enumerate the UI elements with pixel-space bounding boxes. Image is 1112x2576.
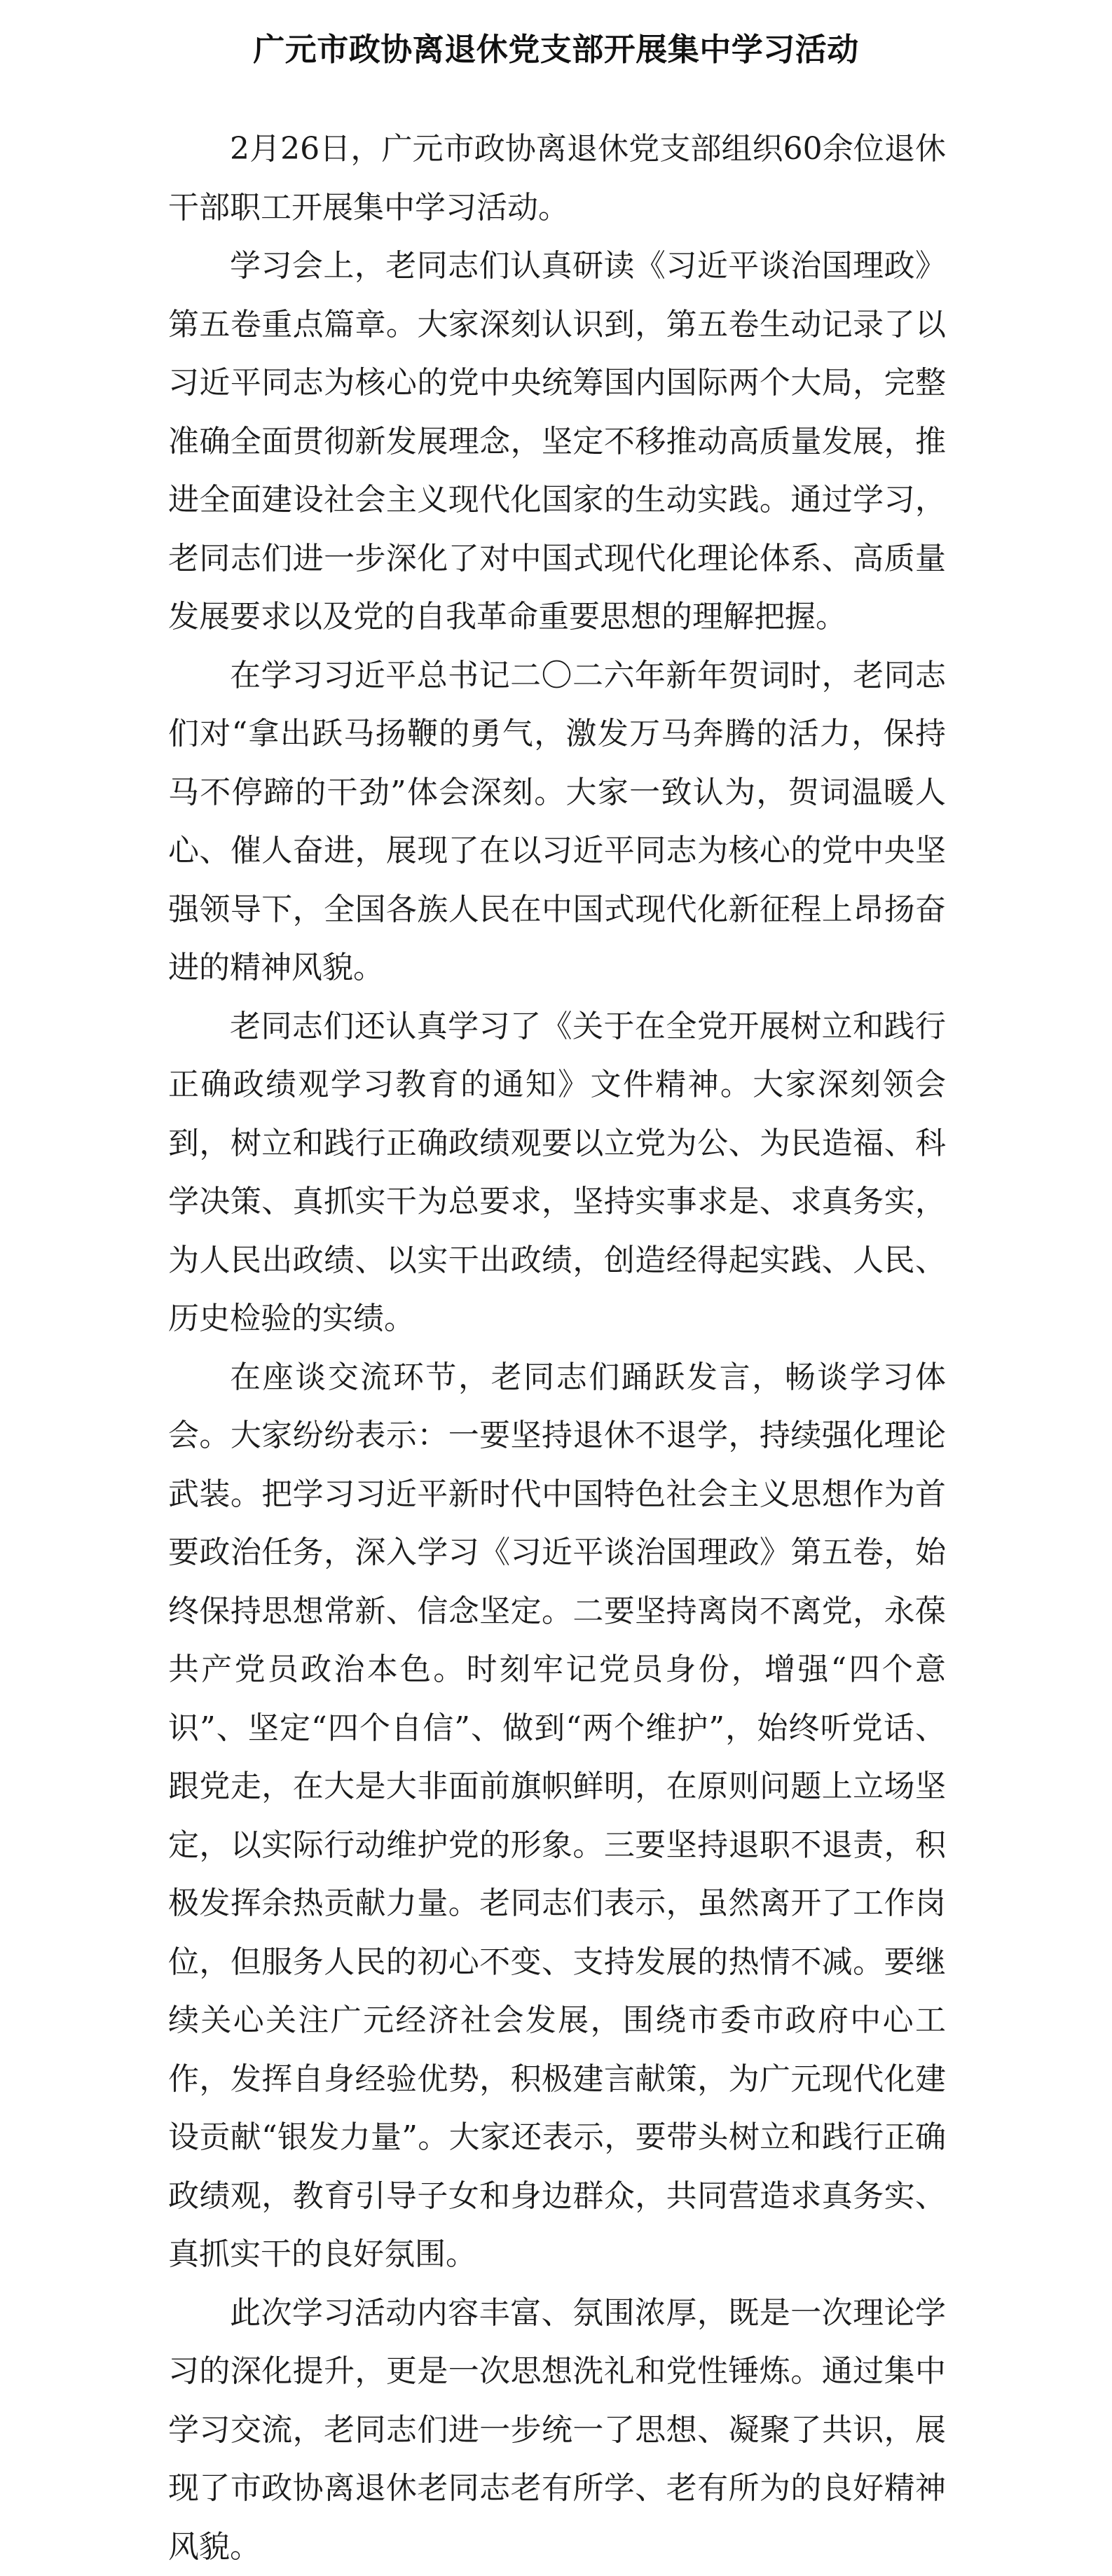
article-paragraph: 此次学习活动内容丰富、氛围浓厚，既是一次理论学习的深化提升，更是一次思想洗礼和党性锤炼。通过集中学习交流，老同志们进一步统一了思想、凝聚了共识，展现了市政协离退休老同志老有所学、老有所为的良好精神风貌。 <box>168 2284 946 2576</box>
article-body <box>168 120 946 2576</box>
article-paragraph: 在学习习近平总书记二〇二六年新年贺词时，老同志们对“拿出跃马扬鞭的勇气，激发万马奔腾的活力，保持马不停蹄的干劲”体会深刻。大家一致认为，贺词温暖人心、催人奋进，展现了在以习近平同志为核心的党中央坚强领导下，全国各族人民在中国式现代化新征程上昂扬奋进的精神风貌。 <box>168 646 946 997</box>
article-paragraph: 学习会上，老同志们认真研读《习近平谈治国理政》第五卷重点篇章。大家深刻认识到，第五卷生动记录了以习近平同志为核心的党中央统筹国内国际两个大局，完整准确全面贯彻新发展理念，坚定不移推动高质量发展，推进全面建设社会主义现代化国家的生动实践。通过学习，老同志们进一步深化了对中国式现代化理论体系、高质量发展要求以及党的自我革命重要思想的理解把握。 <box>168 237 946 646</box>
article-paragraph: 在座谈交流环节，老同志们踊跃发言，畅谈学习体会。大家纷纷表示：一要坚持退休不退学，持续强化理论武装。把学习习近平新时代中国特色社会主义思想作为首要政治任务，深入学习《习近平谈治国理政》第五卷，始终保持思想常新、信念坚定。二要坚持离岗不离党，永葆共产党员政治本色。时刻牢记党员身份，增强“四个意识”、坚定“四个自信”、做到“两个维护”，始终听党话、跟党走，在大是大非面前旗帜鲜明，在原则问题上立场坚定，以实际行动维护党的形象。三要坚持退职不退责，积极发挥余热贡献力量。老同志们表示，虽然离开了工作岗位，但服务人民的初心不变、支持发展的热情不减。要继续关心关注广元经济社会发展，围绕市委市政府中心工作，发挥自身经验优势，积极建言献策，为广元现代化建设贡献“银发力量”。大家还表示，要带头树立和践行正确政绩观，教育引导子女和身边群众，共同营造求真务实、真抓实干的良好氛围。 <box>168 1348 946 2284</box>
article-title: 广元市政协离退休党支部开展集中学习活动 <box>0 25 1112 74</box>
article-paragraph: 2月26日，广元市政协离退休党支部组织60余位退休干部职工开展集中学习活动。 <box>168 120 946 237</box>
article-paragraph: 老同志们还认真学习了《关于在全党开展树立和践行正确政绩观学习教育的通知》文件精神。大家深刻领会到，树立和践行正确政绩观要以立党为公、为民造福、科学决策、真抓实干为总要求，坚持实事求是、求真务实，为人民出政绩、以实干出政绩，创造经得起实践、人民、历史检验的实绩。 <box>168 997 946 1348</box>
